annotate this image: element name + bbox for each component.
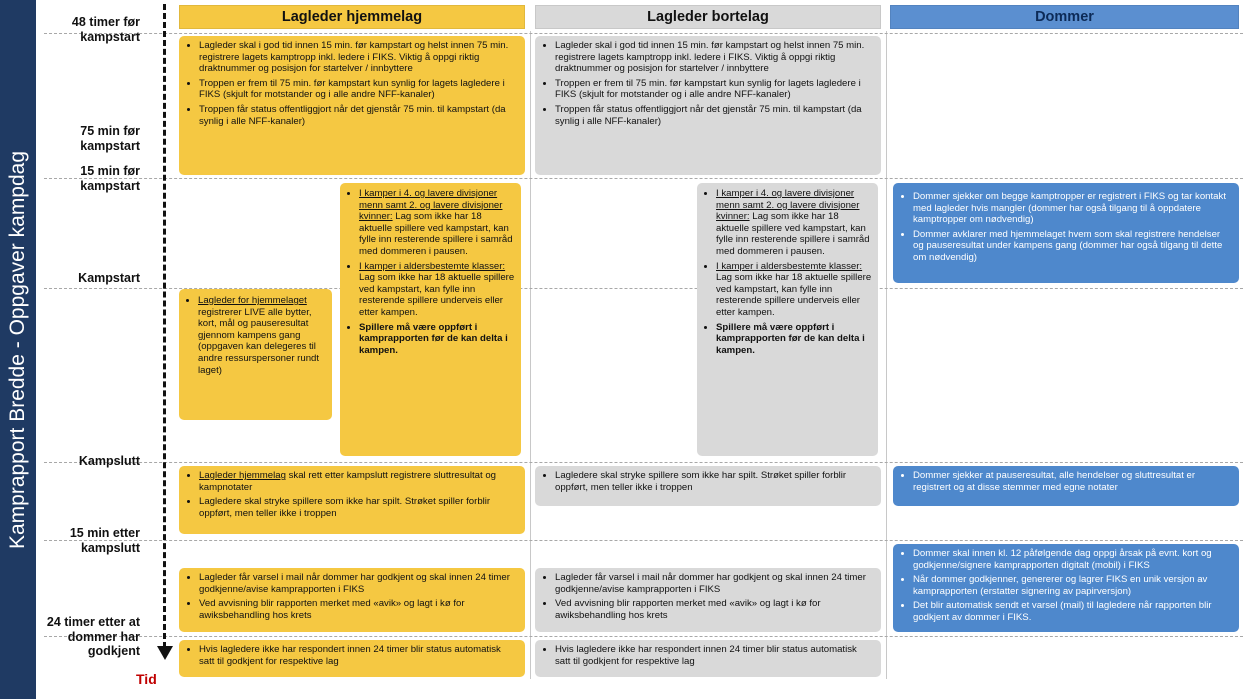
list-item: • Ved avvisning blir rapporten merket med «avik» og lagt i kø for awiksbehandling hos krets [199,598,517,621]
rule-text: Lag som ikke har 18 aktuelle spillere ved kampstart, kan fylle inn resterende spillere i samråd med dommeren i pausen. [359,211,513,257]
list-item [359,261,515,319]
rule-heading: I kamper i 4. og lavere divisjoner menn samt 2. og lavere divisjoner kvinner: [716,188,860,223]
list-item: • Lagledere skal stryke spillere som ikke har spilt. Strøket spiller forblir oppført, men teller ikke i troppen [199,496,517,519]
approval-referee-box [893,544,1239,632]
late-squad-home-box [340,183,521,456]
rule-text: skal rett etter kampslutt registrere sluttresultat og kampnotater [199,470,497,493]
rule-heading: Lagleder hjemmelag [199,470,286,481]
list-item: • Lagleder skal i god tid innen 15 min. før kampstart og helst innen 75 min. registrere lagets kamptropp inkl. ledere i FIKS. Viktig å oppgi riktig draktnummer og posisjon for startelver / innbyttere [555,40,873,75]
rule-text: Lag som ikke har 18 aktuelle spillere ved kampstart, kan fylle inn resterende spillere underveis eller etter kampen. [716,272,872,318]
list-item [199,470,517,493]
pre-match-home-box [179,36,525,175]
list-item: • Hvis lagledere ikke har respondert innen 24 timer blir status automatisk satt til godkjent for respektive lag [199,644,517,667]
after-match-away-box [535,466,881,506]
sidebar-title: Kamprapport Bredde - Oppgaver kampdag [6,150,29,550]
list-item: • Lagledere skal stryke spillere som ikke har spilt. Strøket spiller forblir oppført, men teller ikke i troppen [555,470,873,493]
list-item: • Troppen får status offentliggjort når det gjenstår 75 min. til kampstart (da synlig i alle NFF-kanaler) [199,104,517,127]
rule-heading: Lagleder for hjemmelaget [198,295,307,306]
list-item: • Spillere må være oppført i kamprapporten før de kan delta i kampen. [716,322,872,357]
list-item: • Troppen er frem til 75 min. før kampstart kun synlig for lagets lagledere i FIKS (skjult for motstander og i alle andre NFF-kanaler) [199,78,517,101]
approval-away-box [535,568,881,632]
rule-heading: I kamper i 4. og lavere divisjoner menn samt 2. og lavere divisjoner kvinner: [359,188,503,223]
after-match-home-box [179,466,525,534]
list-item [198,295,326,376]
list-item: • Lagleder får varsel i mail når dommer har godkjent og skal innen 24 timer godkjenne/avise kamprapporten i FIKS [555,572,873,595]
row-divider [44,636,1243,637]
row-divider [44,462,1243,463]
home-live-box [179,289,332,420]
list-item: • Troppen er frem til 75 min. før kampstart kun synlig for lagets lagledere i FIKS (skjult for motstander og i alle andre NFF-kanaler) [555,78,873,101]
list-item: • Dommer sjekker om begge kamptropper er registrert i FIKS og tar kontakt med lagleder hvis mangler (dommer har også tilgang til å oppdatere kamptropper om nødvendig) [913,191,1231,226]
column-header-home: Lagleder hjemmelag [179,5,525,29]
time-label-75min: 75 min før kampstart [80,124,140,153]
column-divider [530,31,531,679]
timeline-arrow-icon [157,646,173,660]
row-divider [44,178,1243,179]
late-squad-away-box [697,183,878,456]
rule-text: Lag som ikke har 18 aktuelle spillere ved kampstart, kan fylle inn resterende spillere underveis eller etter kampen. [359,272,515,318]
list-item [359,188,515,258]
column-header-away: Lagleder bortelag [535,5,881,29]
rule-text: registrerer LIVE alle bytter, kort, mål og pauseresultat gjennom kampens gang (oppgaven kan delegeres til andre ressurspersoner rundt laget) [198,306,320,376]
row-divider [44,540,1243,541]
list-item: • Hvis lagledere ikke har respondert innen 24 timer blir status automatisk satt til godkjent for respektive lag [555,644,873,667]
timeline-end-label: Tid [136,671,157,687]
time-label-48h: 48 timer før kampstart [71,15,140,44]
timeline-line [163,4,166,648]
time-label-kampslutt: Kampslutt [78,454,140,468]
list-item: • Lagleder skal i god tid innen 15 min. før kampstart og helst innen 75 min. registrere lagets kamptropp inkl. ledere i FIKS. Viktig å oppgi riktig draktnummer og posisjon for startelver / innbyttere [199,40,517,75]
list-item: • Dommer avklarer med hjemmelaget hvem som skal registrere hendelser og pauseresultat under kampens gang (dommer har også tilgang til dette om nødvendig) [913,229,1231,264]
rule-heading: I kamper i aldersbestemte klasser: [716,260,863,272]
after-match-referee-box [893,466,1239,506]
list-item [716,188,872,258]
time-label-kampstart: Kampstart [78,271,140,285]
time-label-24h: 24 timer etter at dommer har godkjent [46,615,140,658]
final-away-box [535,640,881,677]
list-item: • Dommer sjekker at pauseresultat, alle hendelser og sluttresultat er registrert og at disse stemmer med egne notater [913,470,1231,493]
column-header-referee: Dommer [890,5,1239,29]
list-item: • Troppen får status offentliggjort når det gjenstår 75 min. til kampstart (da synlig i alle NFF-kanaler) [555,104,873,127]
approval-home-box [179,568,525,632]
list-item: • Dommer skal innen kl. 12 påfølgende dag oppgi årsak på evnt. kort og godkjenne/signere kamprapporten digitalt (mobil) i FIKS [913,548,1231,571]
row-divider [44,33,1243,34]
sidebar [0,0,36,699]
list-item: • Spillere må være oppført i kamprapporten før de kan delta i kampen. [359,322,515,357]
time-label-15min-after: 15 min etter kampslutt [69,526,140,555]
list-item [716,261,872,319]
list-item: • Lagleder får varsel i mail når dommer har godkjent og skal innen 24 timer godkjenne/avise kamprapporten i FIKS [199,572,517,595]
final-home-box [179,640,525,677]
list-item: • Ved avvisning blir rapporten merket med «avik» og lagt i kø for awiksbehandling hos krets [555,598,873,621]
rule-heading: I kamper i aldersbestemte klasser: [359,260,506,272]
column-divider [886,31,887,679]
time-label-15min: 15 min før kampstart [80,164,140,193]
list-item: • Når dommer godkjenner, genererer og lagrer FIKS en unik versjon av kamprapporten (erstatter signering av papirversjon) [913,574,1231,597]
pre-match-away-box [535,36,881,175]
rule-text: Lag som ikke har 18 aktuelle spillere ved kampstart, kan fylle inn resterende spillere i samråd med dommeren i pausen. [716,211,870,257]
list-item: • Det blir automatisk sendt et varsel (mail) til lagledere når rapporten blir godkjent av dommer i FIKS. [913,600,1231,623]
referee-kickoff-box [893,183,1239,283]
